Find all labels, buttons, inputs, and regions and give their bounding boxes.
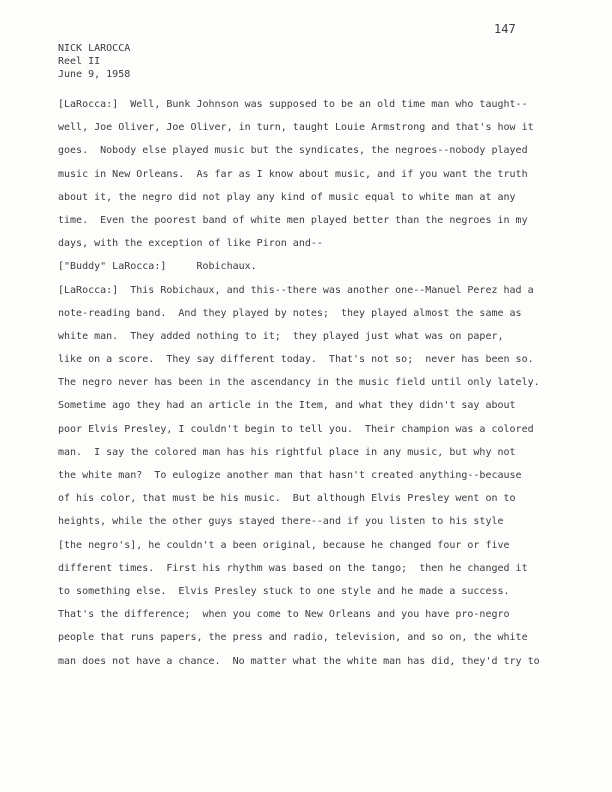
transcript-line: goes. Nobody else played music but the syndicates, the negroes--nobody played bbox=[58, 145, 528, 157]
page-number: 147 bbox=[494, 22, 516, 36]
transcript-line: That's the difference; when you come to New Orleans and you have pro-negro bbox=[58, 609, 510, 621]
transcript-line: to something else. Elvis Presley stuck to one style and he made a success. bbox=[58, 585, 510, 597]
transcript-line: of his color, that must be his music. But although Elvis Presley went on to bbox=[58, 493, 516, 505]
transcript-body bbox=[58, 99, 558, 679]
transcript-line: different times. First his rhythm was based on the tango; then he changed it bbox=[58, 562, 528, 574]
transcript-line: man. I say the colored man has his rightful place in any music, but why not bbox=[58, 446, 516, 458]
transcript-line: [LaRocca:] This Robichaux, and this--there was another one--Manuel Perez had a bbox=[58, 284, 534, 296]
transcript-header bbox=[58, 42, 130, 81]
reel-label: Reel II bbox=[58, 56, 101, 67]
transcript-line: people that runs papers, the press and radio, television, and so on, the white bbox=[58, 632, 528, 644]
interview-date: June 9, 1958 bbox=[58, 69, 131, 80]
transcript-line: days, with the exception of like Piron and-- bbox=[58, 238, 323, 250]
transcript-line: [the negro's], he couldn't a been original, because he changed four or five bbox=[58, 539, 510, 551]
transcript-line: Sometime ago they had an article in the Item, and what they didn't say about bbox=[58, 400, 516, 412]
transcript-line: music in New Orleans. As far as I know about music, and if you want the truth bbox=[58, 168, 528, 180]
transcript-line: heights, while the other guys stayed there--and if you listen to his style bbox=[58, 516, 504, 528]
transcript-line: poor Elvis Presley, I couldn't begin to tell you. Their champion was a colored bbox=[58, 423, 534, 435]
transcript-line: the white man? To eulogize another man that hasn't created anything--because bbox=[58, 470, 522, 481]
transcript-line: note-reading band. And they played by notes; they played almost the same as bbox=[58, 307, 522, 319]
transcript-line: white man. They added nothing to it; they played just what was on paper, bbox=[58, 330, 504, 342]
transcript-line: about it, the negro did not play any kind of music equal to white man at any bbox=[58, 191, 516, 203]
interviewee-name: NICK LAROCCA bbox=[58, 43, 131, 54]
transcript-line: The negro never has been in the ascendancy in the music field until only lately. bbox=[58, 377, 540, 389]
transcript-line: well, Joe Oliver, Joe Oliver, in turn, taught Louie Armstrong and that's how it bbox=[58, 122, 534, 134]
transcript-line: [LaRocca:] Well, Bunk Johnson was supposed to be an old time man who taught-- bbox=[58, 99, 528, 110]
transcript-line: like on a score. They say different today. That's not so; never has been so. bbox=[58, 354, 534, 366]
transcript-line: ["Buddy" LaRocca:] Robichaux. bbox=[58, 261, 257, 273]
transcript-line: man does not have a chance. No matter what the white man has did, they'd try to bbox=[58, 655, 540, 667]
transcript-line: time. Even the poorest band of white men played better than the negroes in my bbox=[58, 214, 528, 226]
